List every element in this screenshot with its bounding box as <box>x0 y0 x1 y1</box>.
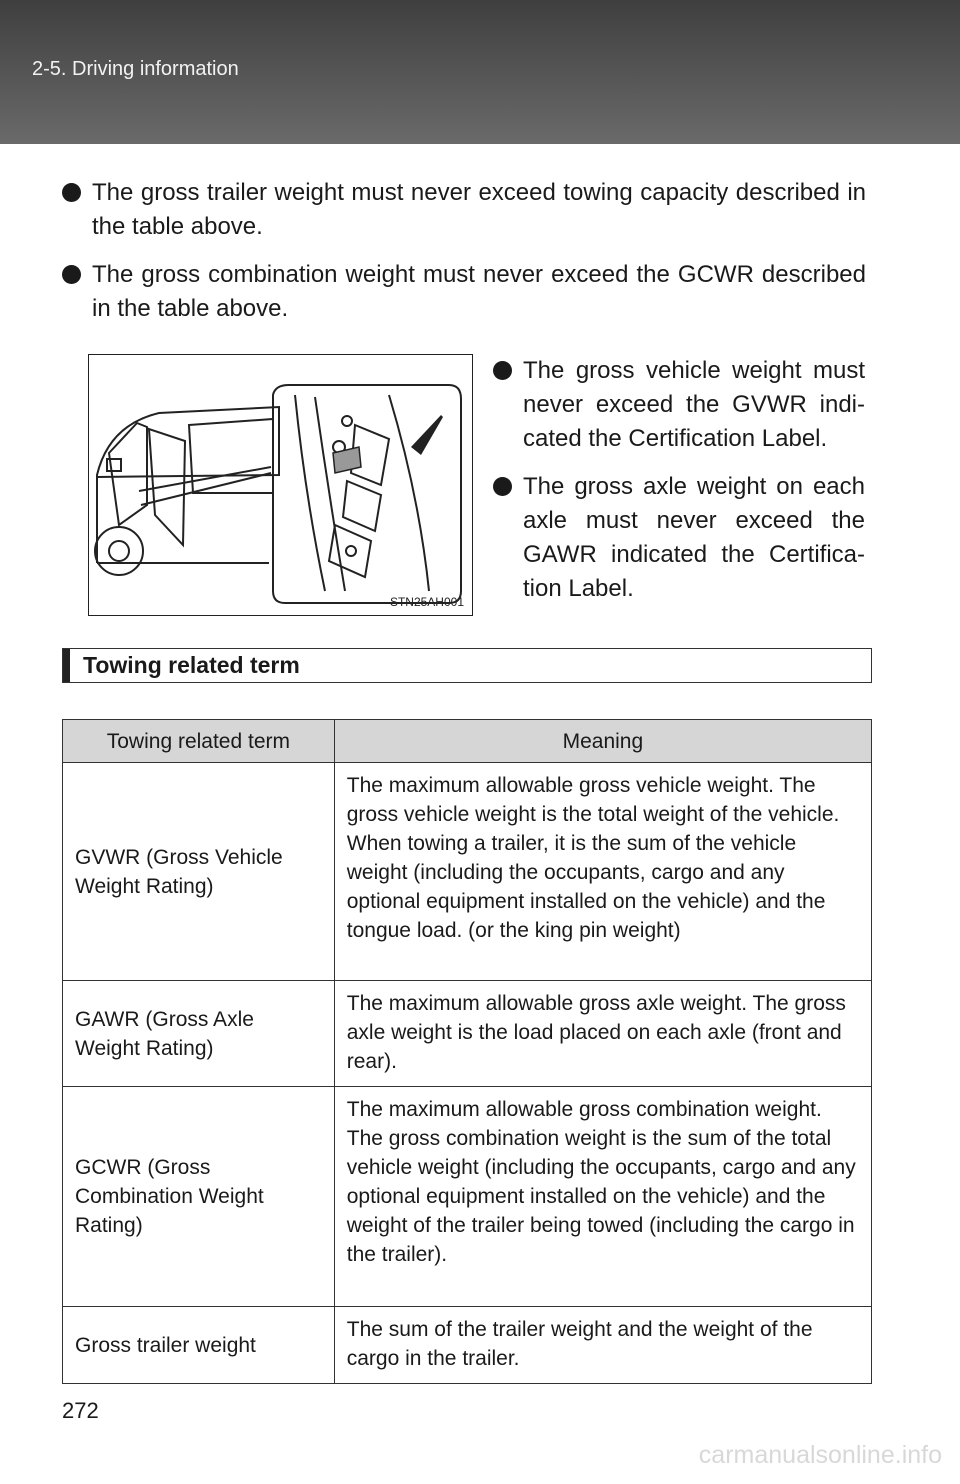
bullet-dot-icon <box>493 361 512 380</box>
bullet-text: The gross combination weight must never exceed the GCWR described in the table above. <box>92 261 866 322</box>
bullet-text: The gross trailer weight must never exceed towing capacity described in the table above. <box>92 179 866 240</box>
certification-label-illustration <box>88 354 473 616</box>
meaning-cell: The maximum allowable gross vehicle weight. The gross vehicle weight is the total weight of the vehicle. When towing a trailer, it is the sum of the vehicle weight (including the occupants, cargo and any optional equipment installed on the vehicle) and the tongue load. (or the king pin weight) <box>334 763 871 981</box>
page-header <box>0 0 960 144</box>
meaning-cell: The sum of the trailer weight and the weight of the cargo in the trailer. <box>334 1307 871 1384</box>
towing-terms-table <box>62 719 872 1384</box>
bullet-item <box>493 470 865 606</box>
bullet-text: The gross axle weight on each axle must never exceed the GAWR indicated the Certifica-tion Label. <box>523 473 865 602</box>
term-cell: GCWR (Gross Combination Weight Rating) <box>63 1087 335 1307</box>
site-watermark: carmanualsonline.info <box>698 1441 942 1469</box>
table-row <box>63 1087 872 1307</box>
column-header-term: Towing related term <box>63 720 335 763</box>
column-header-meaning: Meaning <box>334 720 871 763</box>
table-row <box>63 1307 872 1384</box>
bullet-dot-icon <box>62 265 81 284</box>
bullet-dot-icon <box>493 477 512 496</box>
vehicle-door-diagram <box>89 355 473 616</box>
section-title: Towing related term <box>83 652 300 678</box>
page-number: 272 <box>62 1398 99 1423</box>
table-header-row <box>63 720 872 763</box>
term-cell: GAWR (Gross Axle Weight Rating) <box>63 981 335 1087</box>
section-breadcrumb: 2-5. Driving information <box>32 58 239 80</box>
term-cell: Gross trailer weight <box>63 1307 335 1384</box>
bullet-item <box>493 354 865 456</box>
figure-code: STN25AH001 <box>389 595 464 609</box>
table-row <box>63 763 872 981</box>
section-marker <box>63 649 70 682</box>
table-row <box>63 981 872 1087</box>
bullet-text: The gross vehicle weight must never exceed the GVWR indi-cated the Certification Label. <box>523 357 865 452</box>
section-heading-bar <box>62 648 872 683</box>
bullet-item <box>62 176 866 246</box>
term-cell: GVWR (Gross Vehicle Weight Rating) <box>63 763 335 981</box>
bullet-item <box>62 258 866 328</box>
bullet-dot-icon <box>62 183 81 202</box>
meaning-cell: The maximum allowable gross axle weight. The gross axle weight is the load placed on each axle (front and rear). <box>334 981 871 1087</box>
meaning-cell: The maximum allowable gross combination weight. The gross combination weight is the sum of the total vehicle weight (including the occupants, cargo and any optional equipment installed on the vehicle) and the weight of the trailer being towed (including the cargo in the trailer). <box>334 1087 871 1307</box>
